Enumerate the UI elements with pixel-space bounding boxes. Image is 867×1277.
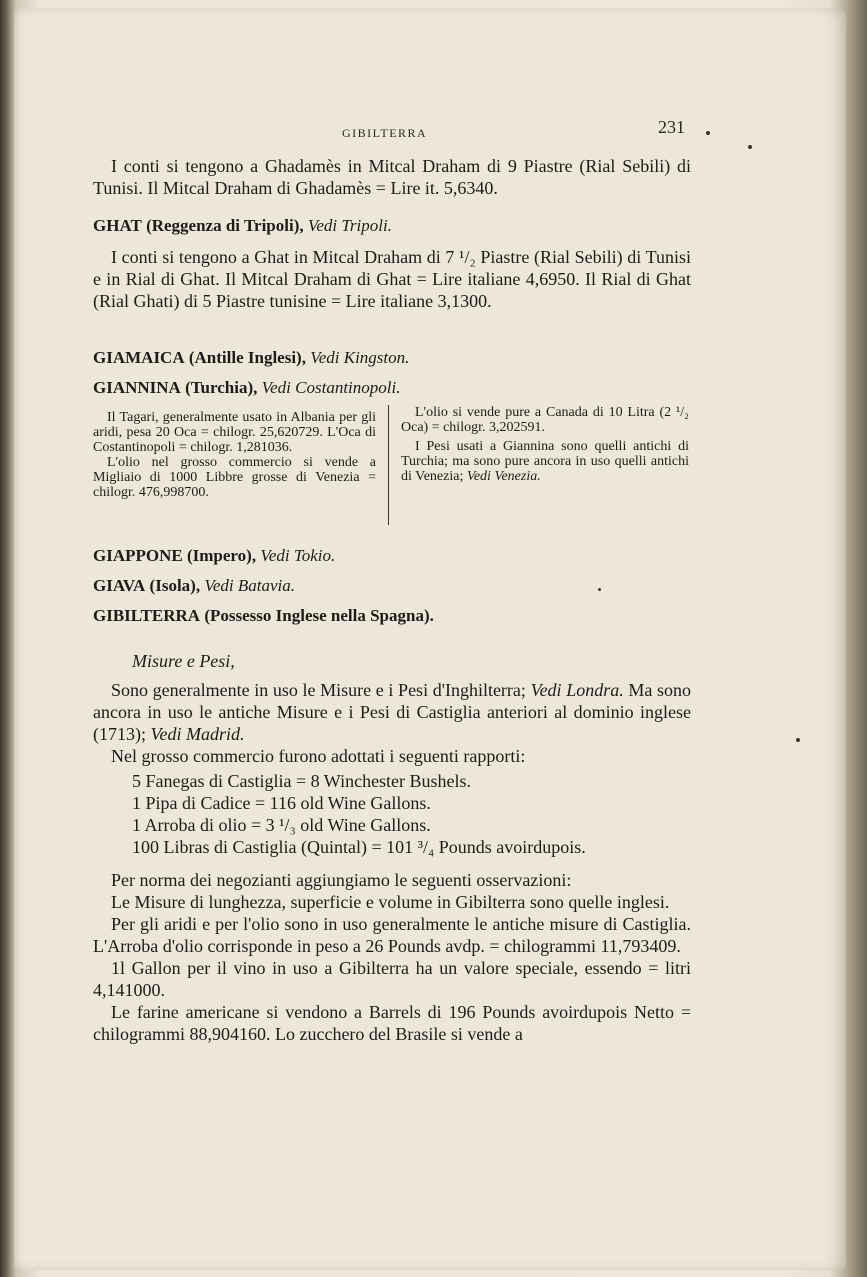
giava-ref: Vedi Batavia. [204, 576, 295, 595]
ghat-qualifier: (Reggenza di Tripoli), [146, 216, 304, 235]
giannina-entry [93, 377, 691, 399]
gibilterra-heading [93, 605, 691, 627]
ghat-ref: Vedi Tripoli. [307, 216, 392, 235]
gibilterra-p1-ref-madrid: Vedi Madrid. [150, 724, 245, 744]
gibilterra-paragraph-6: 1l Gallon per il vino in uso a Gibilterra ha un valore speciale, essendo = litri 4,141000. [93, 958, 691, 1000]
gibilterra-p1-text-b: Ma sono ancora in uso le antiche Misure e i Pesi di Castiglia anteriori al dominio inglese (1713); [93, 680, 691, 744]
giappone-entry [93, 545, 691, 567]
ghat-name: GHAT [93, 216, 142, 235]
list-item: 5 Fanegas di Castiglia = 8 Winchester Bushels. [132, 771, 472, 791]
giappone-name: GIAPPONE [93, 546, 183, 565]
giamaica-entry [93, 347, 691, 369]
ink-speck [796, 738, 800, 742]
gibilterra-paragraph-7: Le farine americane si vendono a Barrels di 196 Pounds avoirdupois Netto = chilogrammi 88,904160. Lo zucchero del Brasile si vende a [93, 1002, 691, 1044]
giannina-left-column [93, 410, 376, 500]
gibilterra-notes [93, 869, 691, 1045]
gibilterra-qualifier: (Possesso Inglese nella Spagna). [204, 606, 434, 625]
list-item: 100 Libras di Castiglia (Quintal) = 101 ³/₄ Pounds avoirdupois. [132, 837, 586, 857]
gibilterra-entry [93, 605, 691, 627]
giappone-qualifier: (Impero), [186, 546, 257, 565]
giannina-qualifier: (Turchia), [185, 378, 258, 397]
giannina-heading [93, 377, 691, 399]
giava-heading [93, 575, 691, 597]
giamaica-name: GIAMAICA [93, 348, 185, 367]
giannina-right-p2 [401, 439, 689, 484]
gibilterra-paragraph-1 [93, 679, 691, 745]
ink-speck [706, 131, 710, 135]
giannina-right-p2-text: I Pesi usati a Giannina sono quelli antichi di Turchia; ma sono pure ancora in uso quelli antichi di Venezia; [401, 439, 689, 484]
ghat-paragraph: I conti si tengono a Ghat in Mitcal Draham di 7 ¹/₂ Piastre (Rial Sebili) di Tunisi e in Rial di Ghat. Il Mitcal Draham di Ghat = Lire italiane 4,6950. Il Rial di Ghat (Rial Ghati) di 5 Piastre tunisine = Lire italiane 3,1300. [93, 247, 691, 311]
list-item: 1 Pipa di Cadice = 116 old Wine Gallons. [132, 793, 431, 813]
giannina-left-p2: L'olio nel grosso commercio si vende a Migliaio di 1000 Libbre grosse di Venezia = chilogr. 476,998700. [93, 455, 376, 500]
giamaica-ref: Vedi Kingston. [310, 348, 410, 367]
giamaica-qualifier: (Antille Inglesi), [188, 348, 306, 367]
gibilterra-p1-text-a: Sono generalmente in uso le Misure e i Pesi d'Inghilterra; [111, 680, 526, 700]
giannina-left-p1: Il Tagari, generalmente usato in Albania per gli aridi, pesa 20 Oca = chilogr. 25,620729. L'Oca di Costantinopoli = chilogr. 1,281036. [93, 410, 376, 455]
conversion-list [132, 770, 692, 858]
ink-speck [598, 588, 601, 591]
ghat-entry [93, 215, 691, 312]
giava-qualifier: (Isola), [149, 576, 201, 595]
gibilterra-name: GIBILTERRA [93, 606, 201, 625]
giappone-ref: Vedi Tokio. [260, 546, 336, 565]
column-divider [388, 405, 389, 525]
page-number: 231 [658, 117, 685, 137]
gibilterra-p1-ref-londra: Vedi Londra. [530, 680, 624, 700]
giava-name: GIAVA [93, 576, 146, 595]
gibilterra-paragraph-4: Le Misure di lunghezza, superficie e volume in Gibilterra sono quelle inglesi. [111, 892, 670, 912]
gibilterra-paragraph-3: Per norma dei negozianti aggiungiamo le seguenti osservazioni: [111, 870, 572, 890]
gibilterra-intro [93, 679, 691, 767]
ghadames-paragraph-block [93, 155, 691, 199]
gibilterra-paragraph-5: Per gli aridi e per l'olio sono in uso generalmente le antiche misure di Castiglia. L'Arroba d'olio corrisponde in peso a 26 Pounds avdp. = chilogrammi 11,793409. [93, 914, 691, 956]
giappone-heading [93, 545, 691, 567]
giannina-ref: Vedi Costantinopoli. [261, 378, 401, 397]
gibilterra-paragraph-2: Nel grosso commercio furono adottati i seguenti rapporti: [111, 746, 526, 766]
gibilterra-subheading: Misure e Pesi, [132, 651, 235, 671]
ghadames-paragraph: I conti si tengono a Ghadamès in Mitcal Draham di 9 Piastre (Rial Sebili) di Tunisi. Il Mitcal Draham di Ghadamès = Lire it. 5,6340. [93, 156, 691, 198]
giannina-name: GIANNINA [93, 378, 181, 397]
ink-speck [748, 145, 752, 149]
giannina-right-p1: L'olio si vende pure a Canada di 10 Litra (2 ¹/₂ Oca) = chilogr. 3,202591. [401, 405, 689, 435]
giamaica-heading [93, 347, 691, 369]
giannina-right-p2-ref: Vedi Venezia. [466, 469, 541, 484]
list-item: 1 Arroba di olio = 3 ¹/₃ old Wine Gallons. [132, 815, 431, 835]
giava-entry [93, 575, 691, 597]
ghat-heading [93, 215, 691, 237]
running-head: GIBILTERRA [342, 126, 428, 140]
giannina-right-column [401, 405, 689, 484]
